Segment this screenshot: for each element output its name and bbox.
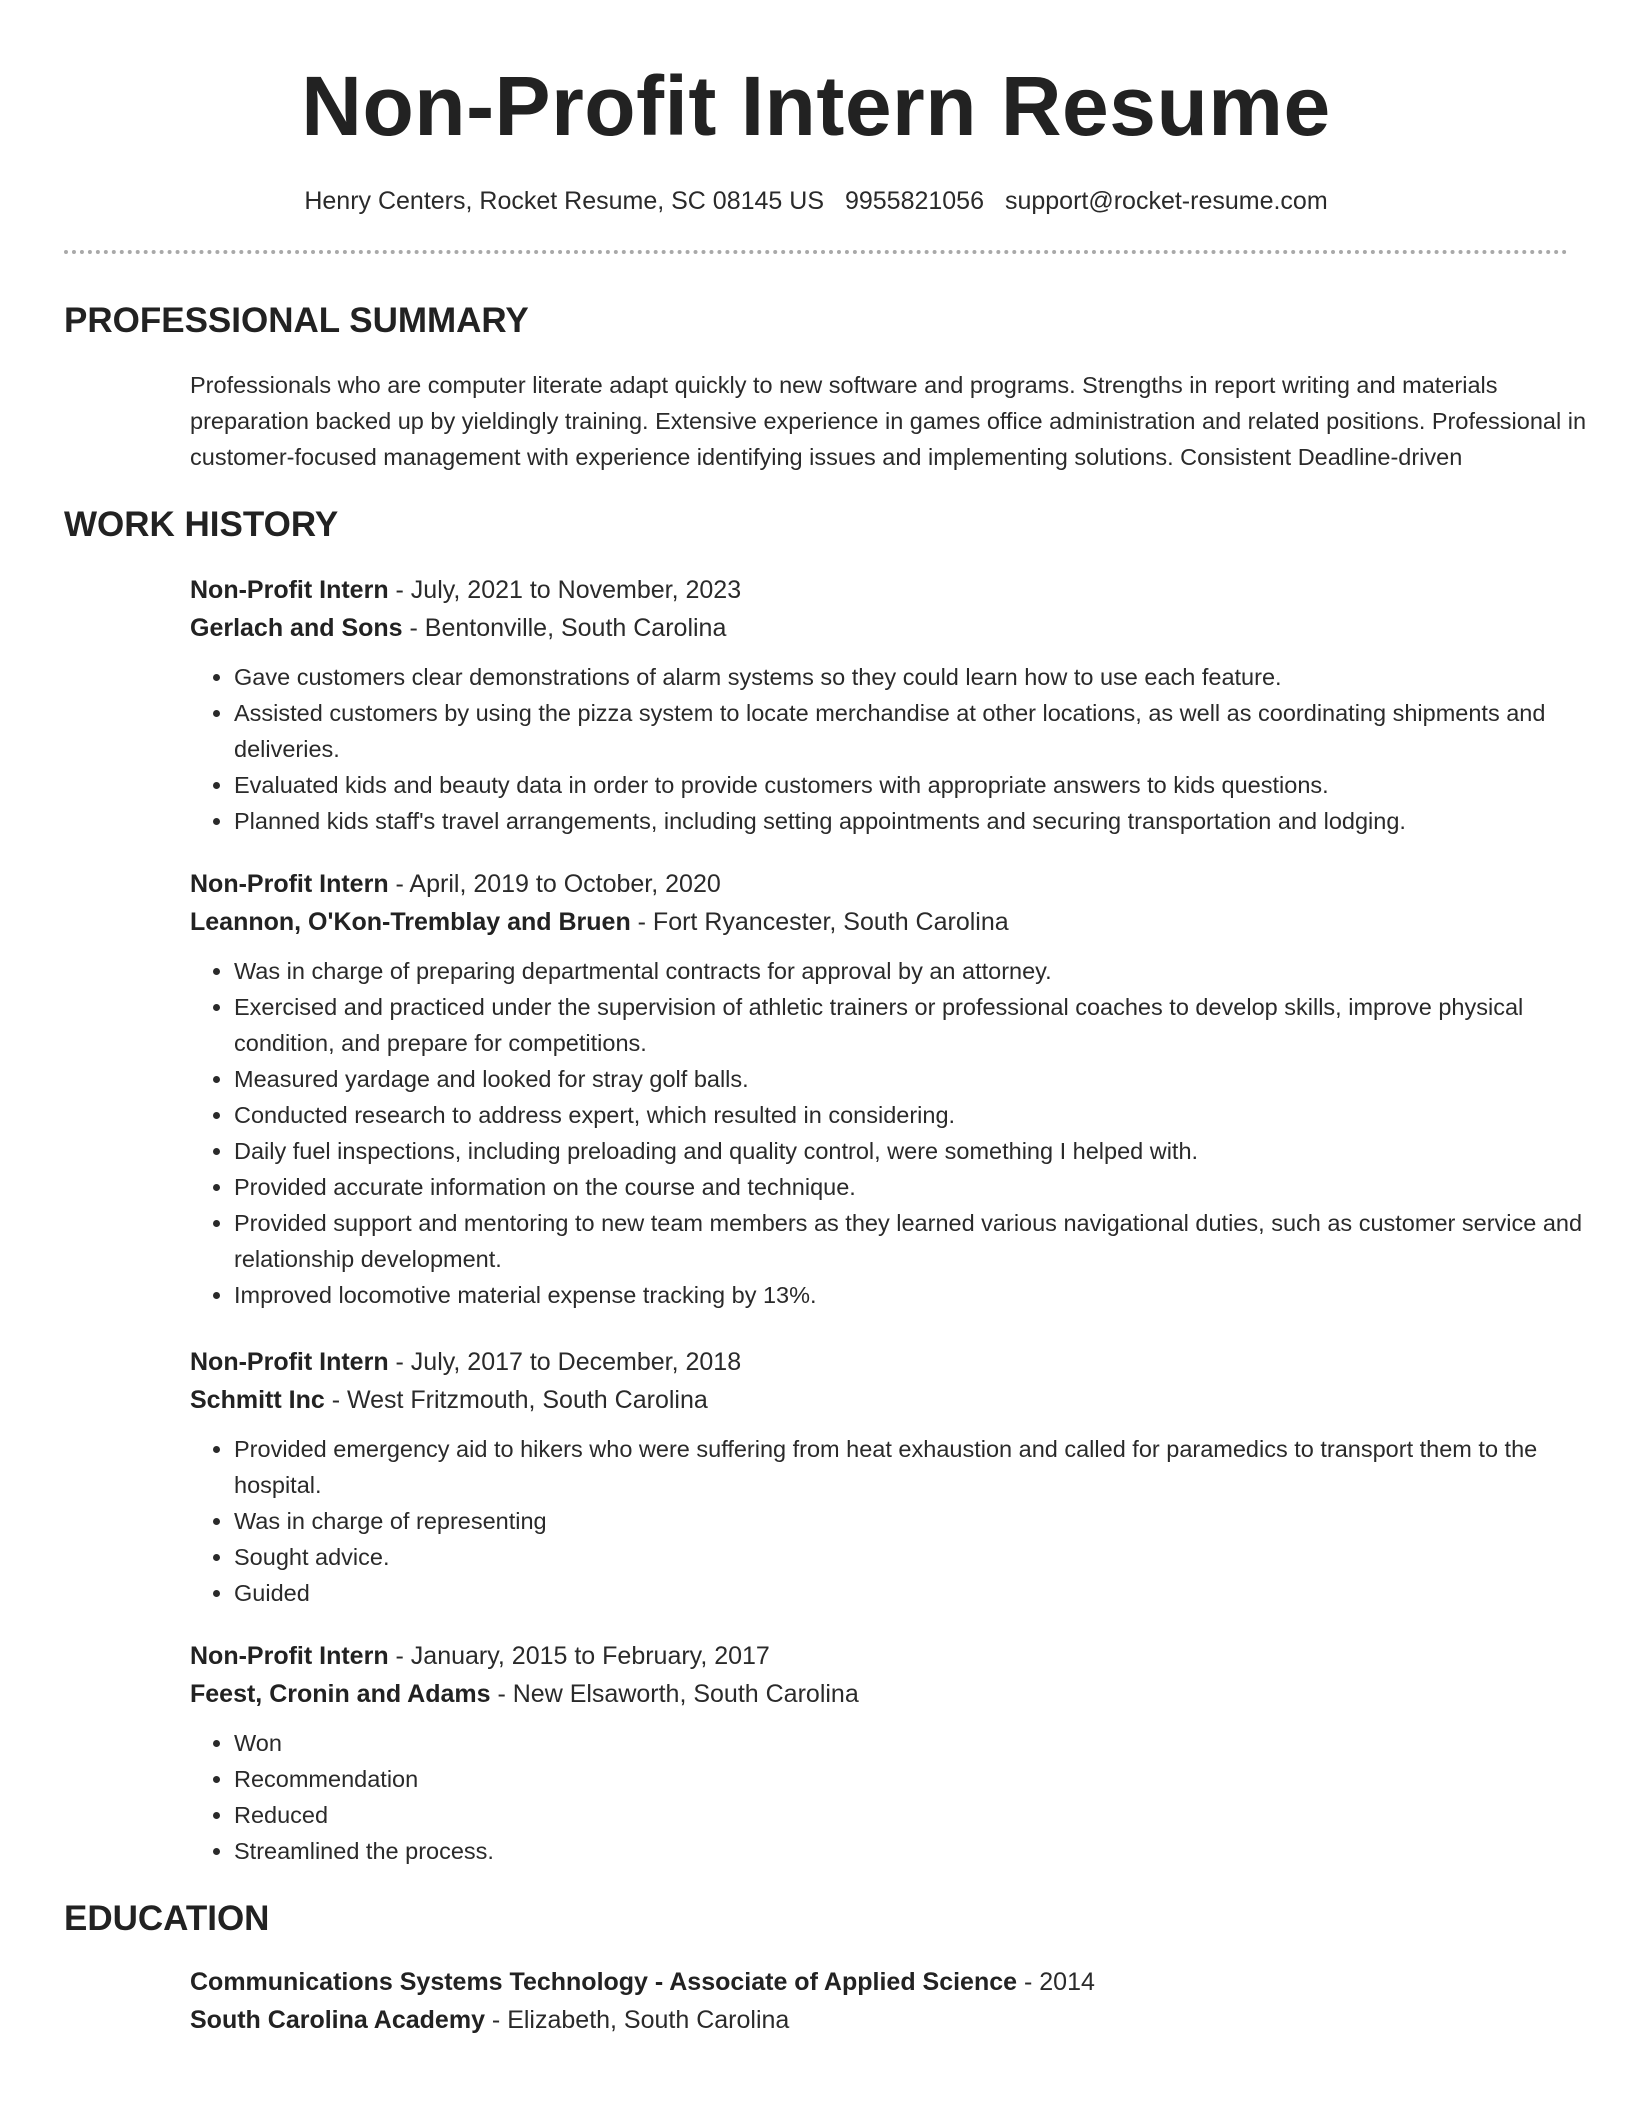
job-entry — [190, 1343, 1568, 1611]
job-title: Non-Profit Intern — [190, 576, 389, 604]
resume-title: Non-Profit Intern Resume — [301, 59, 1331, 153]
job-bullet: • Improved locomotive material expense tracking by 13%. — [234, 1277, 1624, 1313]
job-title: Non-Profit Intern — [190, 1348, 389, 1376]
job-location: - Fort Ryancester, South Carolina — [630, 908, 1009, 936]
job-title-line — [190, 1637, 1568, 1675]
work-history-heading: WORK HISTORY — [64, 505, 339, 544]
job-bullets — [190, 1431, 1624, 1611]
contact-address: Henry Centers, Rocket Resume, SC 08145 US — [304, 187, 824, 215]
job-bullet: • Guided — [234, 1575, 1624, 1611]
job-bullet: • Measured yardage and looked for stray golf balls. — [234, 1061, 1624, 1097]
job-bullet: • Streamlined the process. — [234, 1833, 1624, 1869]
job-title-line — [190, 865, 1568, 903]
job-bullet: • Assisted customers by using the pizza system to locate merchandise at other locations, as well as coordinating shipments and deliveries. — [234, 695, 1624, 767]
education-heading: EDUCATION — [64, 1899, 270, 1938]
job-bullet: • Planned kids staff's travel arrangements, including setting appointments and securing transportation and lodging. — [234, 803, 1624, 839]
education-degree-line — [190, 1963, 1568, 2001]
job-bullet: • Reduced — [234, 1797, 1624, 1833]
job-location: - Bentonville, South Carolina — [402, 614, 727, 642]
job-bullets — [190, 953, 1624, 1313]
job-bullets — [190, 1725, 1624, 1869]
contact-email: support@rocket-resume.com — [1004, 187, 1328, 215]
summary-heading: PROFESSIONAL SUMMARY — [64, 301, 529, 340]
job-bullets — [190, 659, 1624, 839]
job-title-line — [190, 571, 1568, 609]
job-title-line — [190, 1343, 1568, 1381]
job-bullet: • Provided emergency aid to hikers who were suffering from heat exhaustion and called for paramedics to transport them to the hospital. — [234, 1431, 1624, 1503]
job-bullet: • Sought advice. — [234, 1539, 1624, 1575]
education-degree: Communications Systems Technology - Associate of Applied Science — [190, 1968, 1018, 1996]
job-location: - New Elsaworth, South Carolina — [490, 1680, 859, 1708]
job-company: Feest, Cronin and Adams — [190, 1680, 491, 1708]
education-entry — [190, 1963, 1568, 2039]
job-title: Non-Profit Intern — [190, 870, 389, 898]
job-company: Schmitt Inc — [190, 1386, 325, 1414]
job-bullet: • Gave customers clear demonstrations of alarm systems so they could learn how to use each feature. — [234, 659, 1624, 695]
job-company: Leannon, O'Kon-Tremblay and Bruen — [190, 908, 631, 936]
job-bullet: • Provided accurate information on the course and technique. — [234, 1169, 1624, 1205]
education-school: South Carolina Academy — [190, 2006, 485, 2034]
job-dates: - July, 2017 to December, 2018 — [388, 1348, 742, 1376]
job-entry — [190, 865, 1583, 1313]
job-company-line — [190, 1675, 1568, 1713]
contact-phone: 9955821056 — [844, 187, 984, 215]
job-bullet: • Exercised and practiced under the supervision of athletic trainers or professional coaches to develop skills, improve physical condition, and prepare for competitions. — [234, 989, 1624, 1061]
job-dates: - January, 2015 to February, 2017 — [388, 1642, 770, 1670]
job-dates: - April, 2019 to October, 2020 — [388, 870, 721, 898]
job-company-line — [190, 1381, 1568, 1419]
job-bullet: • Provided support and mentoring to new team members as they learned various navigational duties, such as customer service and relationship development. — [234, 1205, 1624, 1277]
job-bullet: • Was in charge of representing — [234, 1503, 1624, 1539]
summary-text: Professionals who are computer literate adapt quickly to new software and programs. Strengths in report writing and materials preparation backed up by yieldingly training. Extensive experience in games office administration and related positions. Professional in customer-focused management with experience identifying issues and implementing solutions. Consistent Deadline-driven — [190, 372, 1587, 470]
education-location: - Elizabeth, South Carolina — [484, 2006, 790, 2034]
header-divider — [64, 250, 1568, 254]
job-bullet: • Evaluated kids and beauty data in order to provide customers with appropriate answers to kids questions. — [234, 767, 1624, 803]
job-bullet: • Won — [234, 1725, 1624, 1761]
job-company-line — [190, 609, 1568, 647]
job-company-line — [190, 903, 1568, 941]
job-company: Gerlach and Sons — [190, 614, 403, 642]
job-dates: - July, 2021 to November, 2023 — [388, 576, 742, 604]
contact-info — [64, 184, 1568, 218]
job-location: - West Fritzmouth, South Carolina — [324, 1386, 708, 1414]
job-entry — [190, 571, 1568, 839]
job-title: Non-Profit Intern — [190, 1642, 389, 1670]
job-bullet: • Was in charge of preparing departmental contracts for approval by an attorney. — [234, 953, 1624, 989]
job-bullet: • Recommendation — [234, 1761, 1624, 1797]
job-entry — [190, 1637, 1568, 1869]
education-year: - 2014 — [1017, 1968, 1095, 1996]
job-bullet: • Daily fuel inspections, including preloading and quality control, were something I helped with. — [234, 1133, 1624, 1169]
job-bullet: • Conducted research to address expert, which resulted in considering. — [234, 1097, 1624, 1133]
education-school-line — [190, 2001, 1568, 2039]
